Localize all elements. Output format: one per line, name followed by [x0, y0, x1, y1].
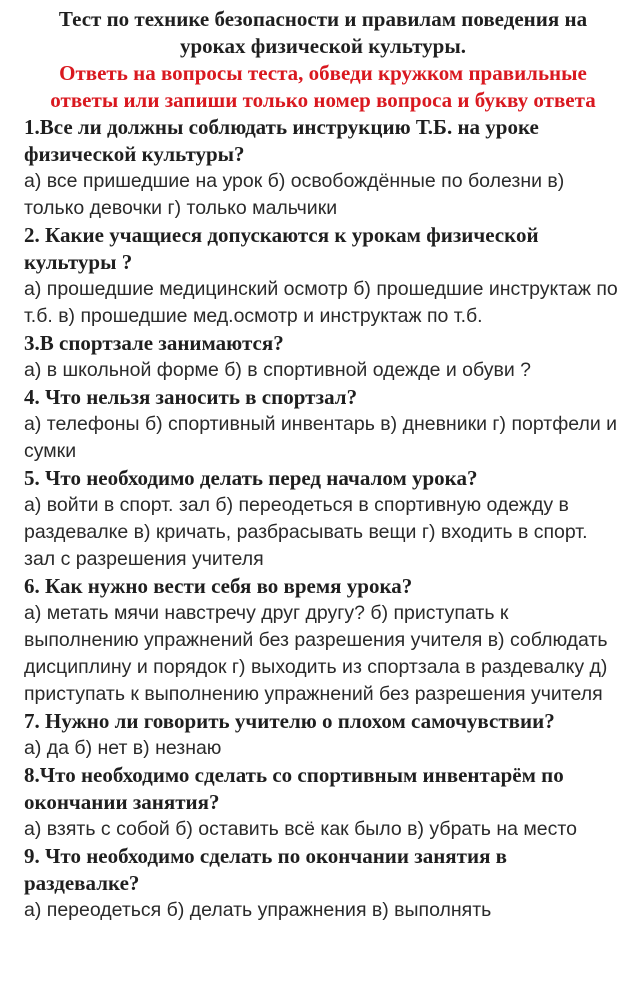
question-4	[24, 384, 622, 465]
question-5	[24, 465, 622, 573]
question-1	[24, 114, 622, 222]
question-text: 7. Нужно ли говорить учителю о плохом самочувствии?	[24, 709, 555, 733]
answer-options: а) прошедшие медицинский осмотр б) прошедшие инструктаж по т.б. в) прошедшие мед.осмотр и инструктаж по т.б.	[24, 278, 618, 327]
question-text: 9. Что необходимо сделать по окончании занятия в раздевалке?	[24, 844, 508, 895]
question-6	[24, 573, 622, 708]
instruction-text: Ответь на вопросы теста, обведи кружком правильные ответы или запиши только номер вопроса и букву ответа	[50, 61, 596, 112]
question-3	[24, 330, 622, 384]
answer-options: а) все пришедшие на урок б) освобождённые по болезни в) только девочки г) только мальчики	[24, 170, 565, 219]
question-text: 5. Что необходимо делать перед началом урока?	[24, 466, 478, 490]
answer-options: а) войти в спорт. зал б) переодеться в спортивную одежду в раздевалке в) кричать, разбрасывать вещи г) входить в спорт. зал с разрешения учителя	[24, 494, 588, 570]
answer-options: а) метать мячи навстречу друг другу? б) приступать к выполнению упражнений без разрешения учителя в) соблюдать дисциплину и порядок г) выходить из спортзала в раздевалку д) приступать к выполнению упражнений без разрешения учителя	[24, 602, 608, 705]
question-7	[24, 708, 622, 762]
answer-options: а) в школьной форме б) в спортивной одежде и обуви ?	[24, 359, 532, 381]
question-2	[24, 222, 622, 330]
question-text: 2. Какие учащиеся допускаются к урокам физической культуры ?	[24, 223, 539, 274]
question-text: 8.Что необходимо сделать со спортивным инвентарём по окончании занятия?	[24, 763, 564, 814]
page-title: Тест по технике безопасности и правилам поведения на уроках физической культуры.	[58, 7, 588, 58]
question-text: 4. Что нельзя заносить в спортзал?	[24, 385, 358, 409]
answer-options: а) переодеться б) делать упражнения в) выполнять	[24, 899, 492, 921]
question-text: 3.В спортзале занимаются?	[24, 331, 284, 355]
answer-options: а) да б) нет в) незнаю	[24, 737, 222, 759]
answer-options: а) взять с собой б) оставить всё как было в) убрать на место	[24, 818, 577, 840]
question-text: 6. Как нужно вести себя во время урока?	[24, 574, 413, 598]
question-8	[24, 762, 622, 843]
answer-options: а) телефоны б) спортивный инвентарь в) дневники г) портфели и сумки	[24, 413, 618, 462]
question-text: 1.Все ли должны соблюдать инструкцию Т.Б. на уроке физической культуры?	[24, 115, 539, 166]
question-9	[24, 843, 622, 924]
